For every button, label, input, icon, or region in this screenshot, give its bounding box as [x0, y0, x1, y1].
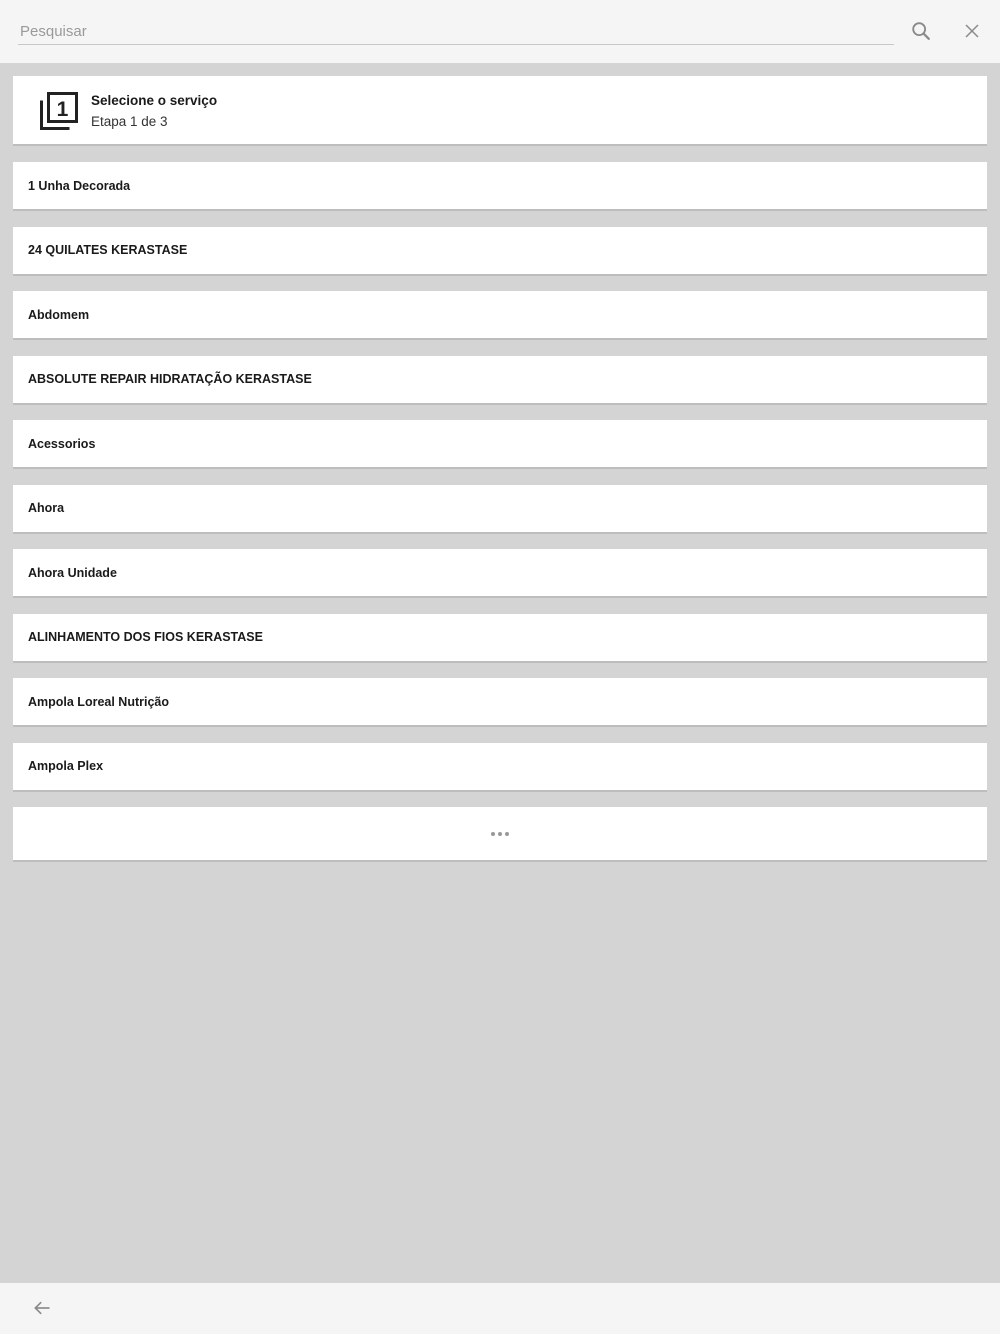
step-subtitle: Etapa 1 de 3: [91, 114, 168, 129]
top-bar: [0, 0, 1000, 63]
service-item[interactable]: Ampola Loreal Nutrição: [13, 678, 987, 727]
more-horizontal-icon: [491, 832, 509, 836]
service-item[interactable]: Ampola Plex: [13, 743, 987, 792]
step-header-card: [13, 76, 987, 146]
step-title: Selecione o serviço: [91, 93, 218, 108]
search-icon: [910, 20, 932, 42]
service-item[interactable]: Ahora: [13, 485, 987, 534]
svg-text:1: 1: [56, 98, 69, 121]
search-input[interactable]: [18, 19, 894, 45]
service-item[interactable]: 24 QUILATES KERASTASE: [13, 227, 987, 276]
service-item[interactable]: Abdomem: [13, 291, 987, 340]
load-more-button[interactable]: [13, 807, 987, 862]
service-item[interactable]: Ahora Unidade: [13, 549, 987, 598]
bottom-bar: [0, 1283, 1000, 1334]
arrow-back-icon: [32, 1298, 52, 1318]
service-item[interactable]: ALINHAMENTO DOS FIOS KERASTASE: [13, 614, 987, 663]
main-content: [13, 76, 987, 862]
service-item[interactable]: Acessorios: [13, 420, 987, 469]
filter-1-icon: [40, 92, 78, 130]
close-icon: [963, 22, 981, 40]
service-list: [13, 162, 987, 792]
service-item[interactable]: 1 Unha Decorada: [13, 162, 987, 211]
back-button[interactable]: [28, 1294, 56, 1322]
close-button[interactable]: [958, 17, 986, 45]
search-button[interactable]: [907, 17, 935, 45]
service-item[interactable]: ABSOLUTE REPAIR HIDRATAÇÃO KERASTASE: [13, 356, 987, 405]
